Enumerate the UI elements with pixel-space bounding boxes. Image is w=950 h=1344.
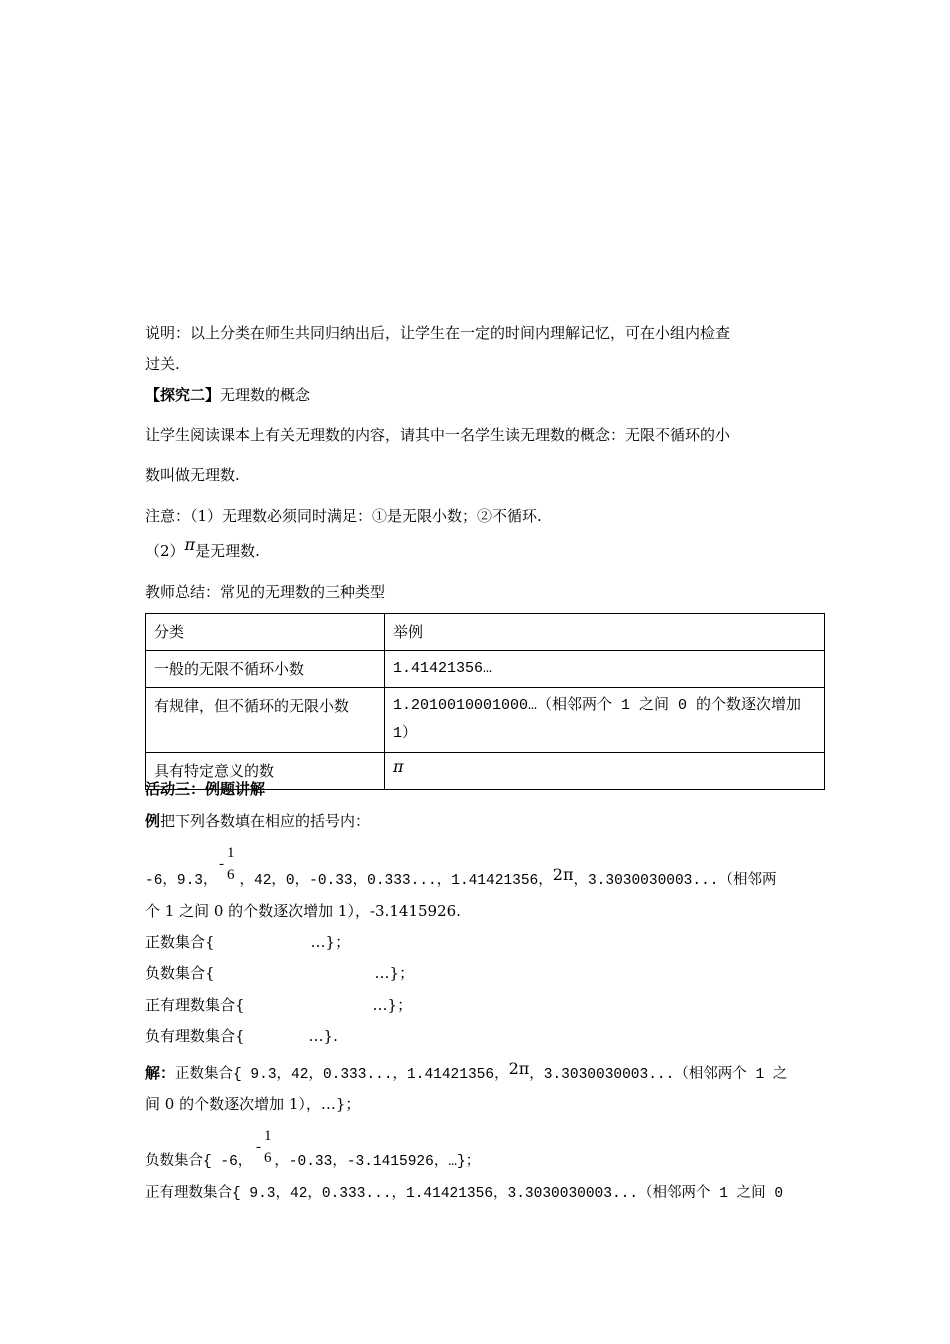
set-positive-end: …}； xyxy=(310,933,351,951)
table-row xyxy=(146,688,825,753)
two-pi: 2π xyxy=(508,1059,530,1078)
fraction-denominator: 6 xyxy=(264,1150,272,1166)
set-positive xyxy=(145,932,350,952)
row-example xyxy=(385,753,825,790)
row-example-text: 1.2010010001000…（相邻两个 1 之间 0 的个数逐次增加 xyxy=(393,697,802,714)
set-negative-label: 负数集合{ xyxy=(145,964,215,982)
solution-negative xyxy=(145,1152,480,1172)
explore2-intro-line-1: 让学生阅读课本上有关无理数的内容，请其中一名学生读无理数的概念：无限不循环的小 xyxy=(145,426,731,444)
set-positive-rational xyxy=(145,995,412,1015)
fraction-denominator: 6 xyxy=(227,867,235,883)
solution-positive-b: ，3.3030030003...（相邻两个 1 之 xyxy=(529,1067,788,1083)
note-line-1: 说明：以上分类在师生共同归纳出后，让学生在一定的时间内理解记忆，可在小组内检查 xyxy=(145,324,731,342)
set-negative-rational xyxy=(145,1026,338,1046)
set-negative-end: …}； xyxy=(374,964,415,982)
table-row xyxy=(146,651,825,688)
set-positive-rational-end: …}； xyxy=(372,996,413,1014)
set-positive-label: 正数集合{ xyxy=(145,933,215,951)
irrational-types-table xyxy=(145,613,825,790)
header-category: 分类 xyxy=(146,614,385,651)
explore2-title: 无理数的概念 xyxy=(220,386,311,404)
set-negative-rational-end: …}. xyxy=(308,1027,338,1045)
row-category: 一般的无限不循环小数 xyxy=(146,651,385,688)
explore2-intro-line-2: 数叫做无理数. xyxy=(145,466,240,484)
row-example-cont: 1） xyxy=(393,725,418,742)
example-text: 把下列各数填在相应的括号内： xyxy=(160,812,371,830)
row-example: 1.41421356… xyxy=(385,651,825,688)
solution-label: 解 xyxy=(145,1064,161,1082)
numbers-part-b: ，42，0，-0.33，0.333...，1.41421356， xyxy=(239,873,553,889)
fraction-numerator: 1 xyxy=(227,845,235,861)
table-header-row xyxy=(146,614,825,651)
example-statement xyxy=(145,811,370,831)
row-category: 有规律，但不循环的无限小数 xyxy=(146,688,385,753)
set-negative xyxy=(145,963,414,983)
numbers-part-c: ，3.3030030003...（相邻两 xyxy=(573,873,777,889)
activity3-title: 活动三：例题讲解 xyxy=(145,780,266,798)
set-negative-rational-label: 负有理数集合{ xyxy=(145,1027,245,1045)
attention-2 xyxy=(145,535,260,561)
explore2-heading xyxy=(145,385,310,405)
row-example xyxy=(385,688,825,753)
fraction-minus: - xyxy=(256,1139,261,1155)
attention-2-suffix: 是无理数. xyxy=(195,542,260,560)
solution-negative-a: 负数集合{ -6， xyxy=(145,1154,253,1170)
solution-positive-rational: 正有理数集合{ 9.3，42，0.333...，1.41421356，3.3030030003...（相邻两个 1 之间 0 xyxy=(145,1186,784,1202)
attention-2-prefix: （2） xyxy=(145,542,185,560)
example-label: 例 xyxy=(145,812,161,830)
two-pi: 2π xyxy=(552,865,574,884)
fraction-numerator: 1 xyxy=(264,1128,272,1144)
numbers-line-1 xyxy=(145,865,777,891)
explore2-bracket-label: 【探究二】 xyxy=(145,386,221,404)
teacher-summary: 教师总结：常见的无理数的三种类型 xyxy=(145,583,386,601)
row-category: 具有特定意义的数 xyxy=(146,753,385,790)
header-example: 举例 xyxy=(385,614,825,651)
solution-positive-line-2: 间 0 的个数逐次增加 1），…}； xyxy=(145,1095,361,1113)
pi-symbol: π xyxy=(393,757,404,776)
solution-positive-line-1 xyxy=(145,1059,788,1085)
fraction-minus: - xyxy=(219,856,224,872)
set-positive-rational-label: 正有理数集合{ xyxy=(145,996,245,1014)
pi-symbol: π xyxy=(184,535,196,554)
numbers-part-a: -6，9.3， xyxy=(145,873,218,889)
attention-1: 注意：（1）无理数必须同时满足：①是无限小数；②不循环. xyxy=(145,507,542,525)
note-line-2: 过关. xyxy=(145,355,180,373)
solution-positive-a: 正数集合{ 9.3，42，0.333...，1.41421356， xyxy=(175,1067,509,1083)
numbers-line-2: 个 1 之间 0 的个数逐次增加 1），-3.1415926. xyxy=(145,902,461,920)
solution-negative-b: ，-0.33，-3.1415926，…}； xyxy=(274,1154,481,1170)
solution-colon: ： xyxy=(160,1064,176,1082)
